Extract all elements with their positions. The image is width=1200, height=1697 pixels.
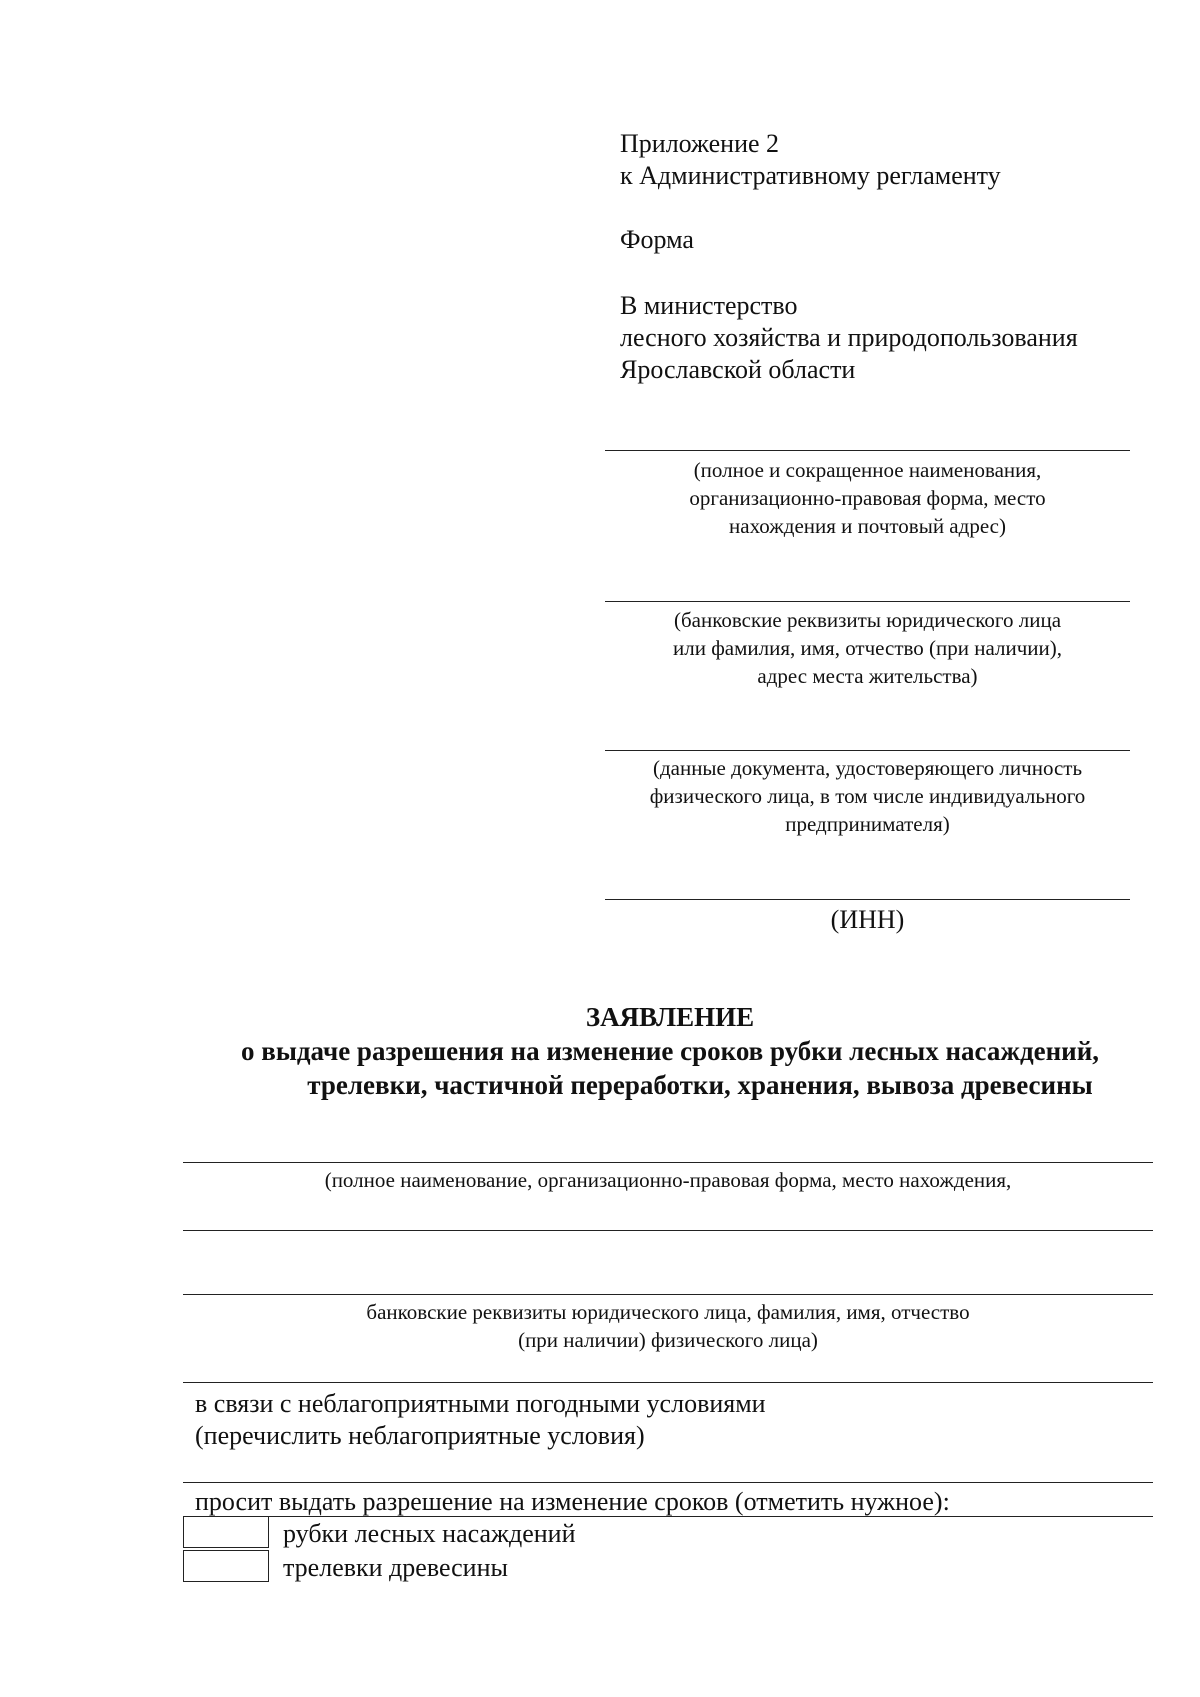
recipient-line-3: Ярославской области <box>620 355 856 384</box>
option-logging-label: рубки лесных насаждений <box>283 1519 576 1548</box>
org-name-line-2[interactable] <box>183 1230 1153 1231</box>
form-label: Форма <box>620 225 694 254</box>
checkbox-logging[interactable] <box>183 1516 269 1548</box>
caption-line: организационно-правовая форма, место <box>689 486 1046 510</box>
org-name-line[interactable] <box>183 1162 1153 1163</box>
caption-line: (банковские реквизиты юридического лица <box>673 608 1062 632</box>
bank-details-caption <box>605 606 1130 690</box>
inn-line[interactable] <box>605 899 1130 900</box>
caption-line: нахождения и почтовый адрес) <box>729 514 1006 538</box>
appendix-label: Приложение 2 <box>620 129 780 158</box>
request-text: просит выдать разрешение на изменение сроков (отметить нужное): <box>195 1487 950 1516</box>
inn-caption: (ИНН) <box>830 905 905 934</box>
caption-line: (полное и сокращенное наименования, <box>693 458 1042 482</box>
weather-conditions-line[interactable] <box>183 1482 1153 1483</box>
caption-line: адрес места жительства) <box>757 664 978 688</box>
caption-line: (при наличии) физического лица) <box>518 1328 818 1352</box>
regulation-label: к Административному регламенту <box>620 161 1001 190</box>
recipient-line-2: лесного хозяйства и природопользования <box>620 323 1078 352</box>
caption-line: (данные документа, удостоверяющего личность <box>652 756 1083 780</box>
bank-details-line[interactable] <box>605 601 1130 602</box>
document-title: ЗАЯВЛЕНИЕ <box>585 1002 755 1032</box>
caption-line: физического лица, в том числе индивидуального <box>649 784 1086 808</box>
identity-document-line[interactable] <box>605 750 1130 751</box>
option-skidding-label: трелевки древесины <box>283 1553 508 1582</box>
request-underline <box>183 1516 1153 1517</box>
weather-line-top[interactable] <box>183 1382 1153 1383</box>
weather-text: в связи с неблагоприятными погодными условиями <box>195 1389 766 1418</box>
applicant-name-line[interactable] <box>605 450 1130 451</box>
bank-details-line-2[interactable] <box>183 1294 1153 1295</box>
checkbox-skidding[interactable] <box>183 1550 269 1582</box>
weather-hint: (перечислить неблагоприятные условия) <box>195 1421 645 1450</box>
org-name-caption: (полное наименование, организационно-правовая форма, место нахождения, <box>324 1168 1012 1192</box>
bank-details-caption-2 <box>183 1298 1153 1354</box>
applicant-name-caption <box>605 456 1130 540</box>
identity-document-caption <box>605 754 1130 838</box>
caption-line: или фамилия, имя, отчество (при наличии), <box>672 636 1062 660</box>
caption-line: предпринимателя) <box>785 812 950 836</box>
document-subtitle-1: о выдаче разрешения на изменение сроков рубки лесных насаждений, <box>240 1036 1100 1066</box>
recipient-line-1: В министерство <box>620 291 798 320</box>
caption-line: банковские реквизиты юридического лица, фамилия, имя, отчество <box>366 1300 970 1324</box>
document-subtitle-2: трелевки, частичной переработки, хранения, вывоза древесины <box>307 1070 1093 1100</box>
